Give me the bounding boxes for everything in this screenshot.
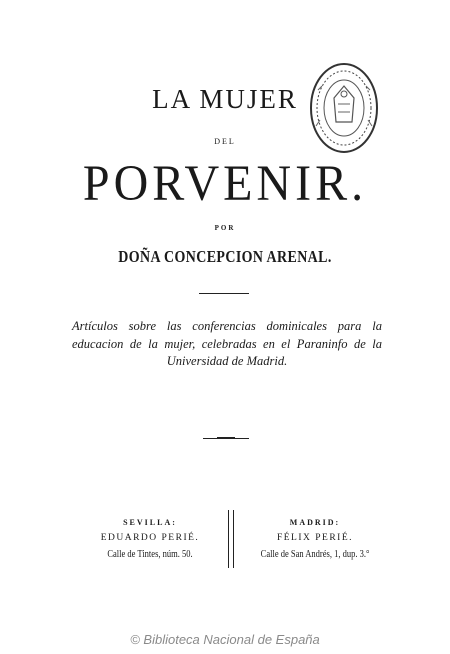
- description-text: Artículos sobre las conferencias dominicales para la educacion de la mujer, celebradas en el Paraninfo de la Universidad de Madrid.: [72, 319, 382, 368]
- imprint-madrid: [225, 516, 405, 563]
- copyright-footer: © Biblioteca Nacional de España: [130, 632, 320, 647]
- imprint-street: Calle de San Andrés, 1, dup. 3.°: [260, 549, 370, 560]
- author-name: DOÑA CONCEPCION ARENAL.: [118, 247, 332, 266]
- imprint-sevilla: [70, 516, 230, 563]
- title-connector: DEL: [214, 137, 236, 146]
- imprint-street: Calle de Tintes, núm. 50.: [107, 549, 193, 560]
- title-main: PORVENIR.: [82, 155, 368, 212]
- imprint-city: SEVILLA:: [123, 518, 177, 527]
- title-by: POR: [214, 224, 236, 232]
- title-line-1: LA MUJER: [152, 84, 298, 114]
- imprint-printer: FÉLIX PERIÉ.: [276, 533, 354, 543]
- divider-rule-top: [199, 293, 249, 294]
- imprint-city: MADRID:: [289, 518, 341, 527]
- imprint-printer: EDUARDO PERIÉ.: [100, 533, 200, 543]
- divider-rule-ornament: [203, 438, 249, 439]
